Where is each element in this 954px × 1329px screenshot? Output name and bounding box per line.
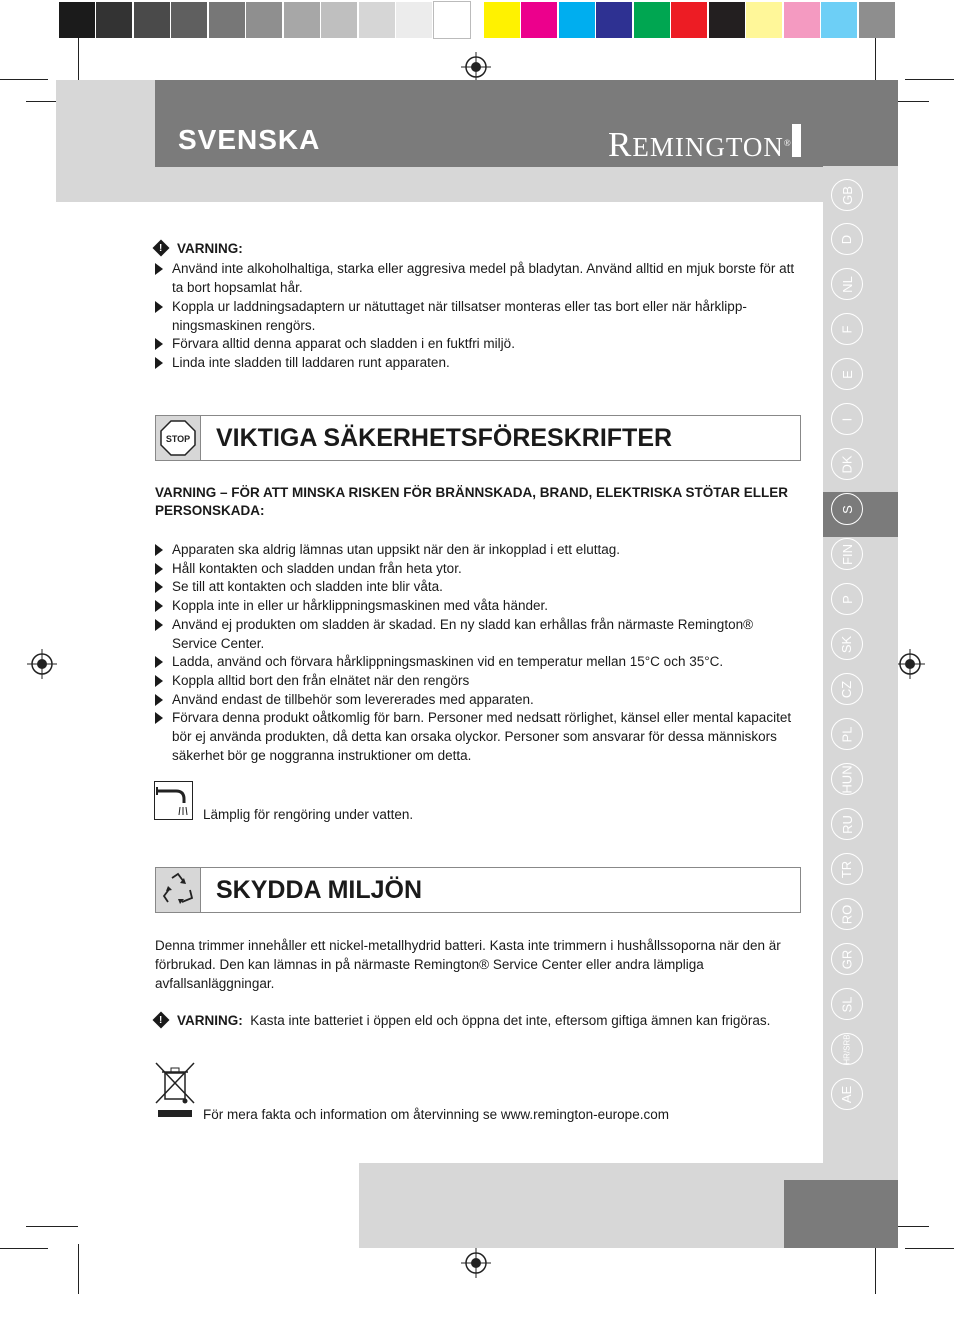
page-number-box [784,1180,898,1248]
environment-paragraph: Denna trimmer innehåller ett nickel-metallhydrid batteri. Kasta inte trimmern i hushållssoporna när den är förbrukad. Den kan lämnas in på närmaste Remington® Service Center eller andra lämpliga avfallsanläggningar. [155,938,781,991]
language-tab-s[interactable] [831,493,863,525]
language-label: E [839,369,855,379]
color-swatch [821,2,857,38]
color-swatch [209,2,245,38]
environment-section-header [155,867,801,913]
list-item [155,334,795,353]
crop-mark [0,79,48,80]
list-item-text: Förvara denna produkt oåtkomlig för barn. Personer med nedsatt rörlighet, känsel eller mental kapacitet bör ej använda produkten, då detta kan orsaka olyckor. Personer som ansvarar för dessa människors säkerhet bör ge noggranna instruktioner om detta. [172,710,792,763]
language-tab-f[interactable] [831,313,863,345]
registration-mark-top [461,52,491,82]
bullet-arrow-icon [155,263,163,275]
svg-text:STOP: STOP [165,434,191,444]
bullet-arrow-icon [155,675,163,687]
color-swatch [59,2,95,38]
crop-mark [78,1244,79,1294]
language-label: FIN [839,543,855,565]
recycle-note: För mera fakta och information om återvinning se www.remington-europe.com [203,1107,669,1122]
list-item [155,708,795,765]
list-item [155,671,795,690]
language-tab-i[interactable] [831,403,863,435]
crop-mark [875,1244,876,1294]
warning-label: VARNING: [177,241,243,256]
bullet-arrow-icon [155,357,163,369]
list-item [155,615,795,653]
warning-label: VARNING: [177,1013,243,1028]
bullet-arrow-icon [155,619,163,631]
bullet-arrow-icon [155,581,163,593]
warning-icon [153,1012,170,1029]
language-tab-pl[interactable] [831,718,863,750]
bullet-arrow-icon [155,544,163,556]
list-item [155,559,795,578]
language-label: TR [839,860,855,878]
bullet-arrow-icon [155,656,163,668]
warning-text: Kasta inte batteriet i öppen eld och öppna det inte, eftersom giftiga ämnen kan frigöras. [250,1013,771,1028]
color-swatch [784,2,820,38]
language-label: I [839,417,855,421]
language-tab-ae[interactable] [831,1078,863,1110]
bullet-arrow-icon [155,338,163,350]
color-swatch [521,2,557,38]
list-item [155,297,795,335]
language-label: CZ [839,680,855,698]
registration-mark-bottom [461,1248,491,1278]
bullet-arrow-icon [155,563,163,575]
language-tab-p[interactable] [831,583,863,615]
bullet-arrow-icon [155,600,163,612]
language-label: NL [839,275,855,293]
warning-heading [155,239,243,258]
list-item-text: Se till att kontakten och sladden inte blir våta. [172,579,443,594]
background-panel [56,166,823,202]
color-swatch [596,2,632,38]
warning-icon [153,240,170,257]
language-label: HR/SRB [842,1033,852,1065]
color-swatch [96,2,132,38]
language-label: S [839,504,855,514]
color-swatch [484,2,520,38]
language-tab-sk[interactable] [831,628,863,660]
color-swatch [434,2,470,38]
color-swatch [709,2,745,38]
list-item [155,540,795,559]
registration-mark-left [27,649,57,679]
brand-logo [608,125,792,165]
list-item-text: Förvara alltid denna apparat och sladden i en fuktfri miljö. [172,336,515,351]
language-tab-hr-srb[interactable] [831,1033,863,1065]
language-label: RO [839,904,855,924]
color-swatch [859,2,895,38]
language-label: F [839,325,855,333]
bullet-arrow-icon [155,301,163,313]
language-label: AE [839,1085,855,1103]
brand-bar-icon [792,124,801,157]
stop-icon [156,416,201,460]
brand-mark: ® [783,138,792,148]
language-tab-sl[interactable] [831,988,863,1020]
list-item-text: Använd ej produkten om sladden är skadad. En ny sladd kan erhållas från närmaste Remington® Service Center. [172,617,754,651]
language-label: PL [839,726,855,742]
language-tab-dk[interactable] [831,448,863,480]
language-tab-ru[interactable] [831,808,863,840]
crop-mark [0,1248,48,1249]
list-item-text: Koppla ur laddningsadaptern ur nätuttaget när tillsatser monteras eller tas bort eller när hårklipp-ningsmaskinen rengörs. [172,299,747,333]
language-tab-gb[interactable] [831,179,863,211]
list-item-text: Använd endast de tillbehör som levererades med apparaten. [172,692,534,707]
language-label: SL [839,996,855,1012]
color-swatch [396,2,432,38]
list-item [155,577,795,596]
section-title: VIKTIGA SÄKERHETSFÖRESKRIFTER [216,424,673,452]
list-item [155,652,795,671]
language-label: DK [839,454,855,474]
language-tab-d[interactable] [831,223,863,255]
environment-warning [155,1011,785,1030]
list-item-text: Ladda, använd och förvara hårklippningsmaskinen vid en temperatur mellan 15°C och 35°C. [172,654,724,669]
list-item-text: Håll kontakten och sladden undan från heta ytor. [172,561,462,576]
language-tab-tr[interactable] [831,853,863,885]
list-item [155,690,795,709]
color-swatch [559,2,595,38]
language-tab-gr[interactable] [831,943,863,975]
list-item-text: Använd inte alkoholhaltiga, starka eller aggresiva medel på bladytan. Använd alltid en mjuk borste för att ta bort hopsamlat hår. [172,261,795,295]
registration-mark-right [895,649,925,679]
language-label: SK [839,635,855,653]
page-title: SVENSKA [178,124,321,155]
crop-mark [905,79,954,80]
language-tab-nl[interactable] [831,268,863,300]
color-swatch [746,2,782,38]
color-swatch [134,2,170,38]
language-label: P [839,594,855,604]
color-swatch [359,2,395,38]
language-label: RU [839,814,855,834]
crop-mark [26,1226,78,1227]
bullet-arrow-icon [155,712,163,724]
crop-mark [875,38,876,82]
color-swatch [671,2,707,38]
list-item [155,353,795,372]
color-swatch [321,2,357,38]
crossed-bin-icon [154,1061,196,1121]
language-label: D [839,234,855,244]
list-item [155,596,795,615]
brand-name: EMINGTON [632,132,784,162]
list-item-text: Koppla inte in eller ur hårklippningsmaskinen med våta händer. [172,598,548,613]
bullet-arrow-icon [155,694,163,706]
color-swatch [246,2,282,38]
list-item-text: Linda inte sladden till laddaren runt apparaten. [172,355,450,370]
color-swatch [171,2,207,38]
safety-section-header [155,415,801,461]
list-item [155,259,795,297]
language-label: GB [839,185,855,205]
list-item-text: Koppla alltid bort den från elnätet när den rengörs [172,673,470,688]
brand-initial: R [608,125,633,164]
section-title: SKYDDA MILJÖN [216,876,423,904]
language-tab-e[interactable] [831,358,863,390]
color-swatch [634,2,670,38]
language-tab-hun[interactable] [831,763,863,795]
crop-mark [78,38,79,82]
safety-subheading: VARNING – FÖR ATT MINSKA RISKEN FÖR BRÄNNSKADA, BRAND, ELEKTRISKA STÖTAR ELLER PERSONSKADA: [155,485,788,518]
water-tap-icon [154,781,193,820]
crop-mark [905,1248,954,1249]
recycle-icon [156,868,201,912]
language-tab-cz[interactable] [831,673,863,705]
language-label: GR [839,949,855,969]
water-note: Lämplig för rengöring under vatten. [203,807,414,822]
language-tab-fin[interactable] [831,538,863,570]
list-item-text: Apparaten ska aldrig lämnas utan uppsikt när den är inkopplad i ett eluttag. [172,542,621,557]
language-label: HUN [839,764,855,794]
color-swatch [284,2,320,38]
language-tab-ro[interactable] [831,898,863,930]
